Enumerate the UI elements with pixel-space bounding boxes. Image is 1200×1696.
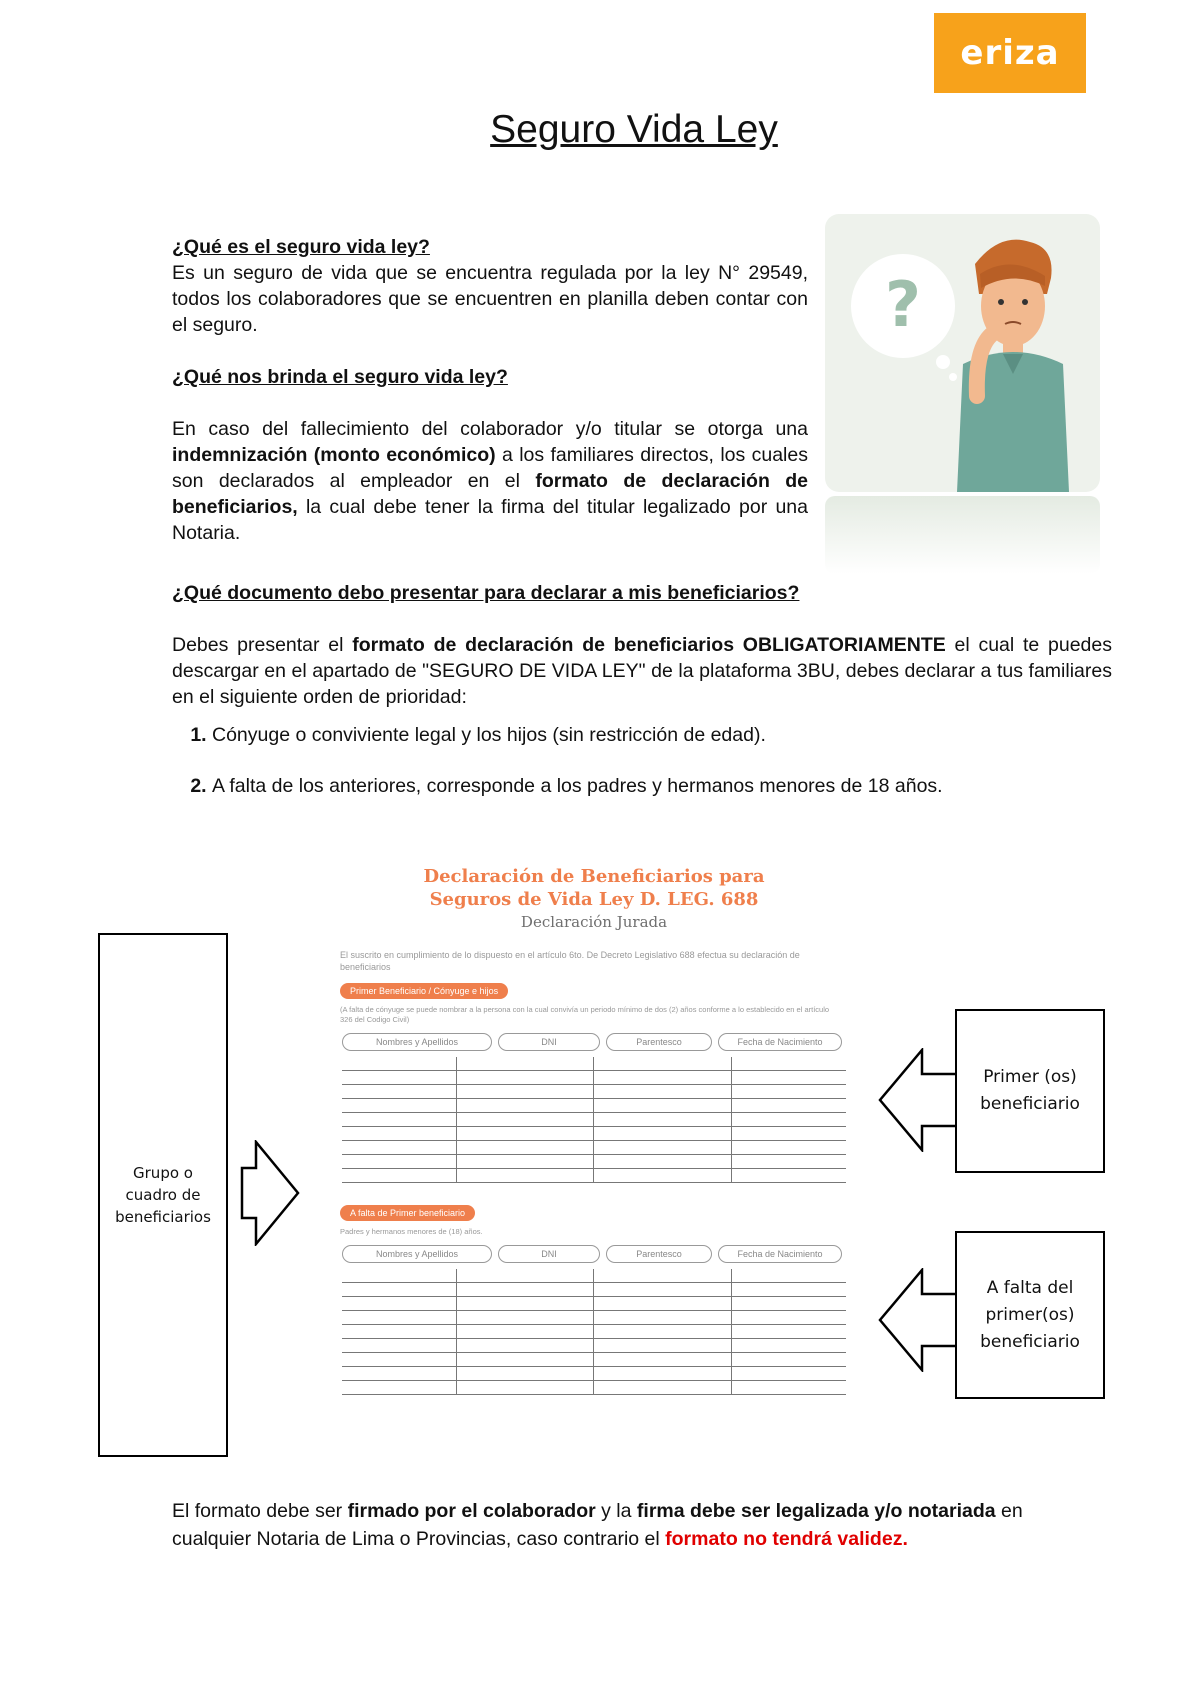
- priority-list: [172, 722, 1112, 799]
- form-note: (A falta de cónyuge se puede nombrar a la persona con la cual convivía un periodo mínimo de dos (2) años conforme a lo establecido en el artículo 326 del Codigo Civil): [340, 1005, 830, 1024]
- list-item: 1. Cónyuge o conviviente legal y los hijos (sin restricción de edad).: [212, 722, 1112, 748]
- left-arrow-icon: [878, 1048, 960, 1152]
- illustration-reflection: [825, 496, 1100, 574]
- section-what-is: [172, 234, 808, 338]
- footer-note: El formato debe ser firmado por el colaborador y la firma debe ser legalizada y/o notariada en cualquier Notaria de Lima o Provincias, caso contrario el formato no tendrá validez.: [172, 1500, 1023, 1550]
- section-heading: ¿Qué es el seguro vida ley?: [172, 236, 430, 258]
- beneficiary-form-preview: [336, 865, 852, 1453]
- annotation-box-second: A falta del primer(os) beneficiario: [955, 1231, 1105, 1399]
- section-heading: ¿Qué nos brinda el seguro vida ley?: [172, 366, 508, 388]
- section-heading: ¿Qué documento debo presentar para declarar a mis beneficiarios?: [172, 582, 800, 604]
- beneficiary-table-second: [342, 1269, 846, 1395]
- page-title: Seguro Vida Ley: [490, 108, 778, 151]
- beneficiary-table-first: [342, 1057, 846, 1183]
- table-header: Nombres y Apellidos DNI Parentesco Fecha de Nacimiento: [336, 1033, 852, 1051]
- question-mark-icon: ?: [885, 268, 921, 341]
- form-note: Padres y hermanos menores de (18) años.: [340, 1227, 483, 1236]
- form-intro: El suscrito en cumplimiento de lo dispuesto en el artículo 6to. De Decreto Legislativo 688 efectua su declaración de beneficiarios: [340, 950, 800, 972]
- logo-text: eriza: [960, 33, 1060, 73]
- thinking-man-illustration: [825, 214, 1100, 492]
- table-header: Nombres y Apellidos DNI Parentesco Fecha de Nacimiento: [336, 1245, 852, 1263]
- section-text: Es un seguro de vida que se encuentra regulada por la ley N° 29549, todos los colaboradores que se encuentren en planilla deben contar con el seguro.: [172, 262, 808, 336]
- form-subtitle: Declaración Jurada: [520, 913, 668, 931]
- section-benefits: [172, 364, 808, 546]
- section-document: [172, 580, 1112, 824]
- annotation-box-first: Primer (os) beneficiario: [955, 1009, 1105, 1173]
- section-text: Debes presentar el formato de declaración de beneficiarios OBLIGATORIAMENTE el cual te puedes descargar en el apartado de "SEGURO DE VIDA LEY" de la plataforma 3BU, debes declarar a tus familiares en el siguiente orden de prioridad:: [172, 634, 1112, 708]
- form-title: Declaración de Beneficiarios para Seguros de Vida Ley D. LEG. 688: [423, 866, 765, 910]
- left-arrow-icon: [878, 1268, 960, 1372]
- annotation-box-left: Grupo o cuadro de beneficiarios: [98, 933, 228, 1457]
- section-pill-second: A falta de Primer beneficiario: [340, 1205, 475, 1221]
- section-pill-first: Primer Beneficiario / Cónyuge e hijos: [340, 983, 508, 999]
- list-item: 2. A falta de los anteriores, corresponde a los padres y hermanos menores de 18 años.: [212, 773, 1112, 799]
- right-arrow-icon: [240, 1140, 300, 1246]
- section-text: En caso del fallecimiento del colaborador y/o titular se otorga una indemnización (monto económico) a los familiares directos, los cuales son declarados al empleador en el formato de declaración de beneficiarios, la cual debe tener la firma del titular legalizado por una Notaria.: [172, 418, 809, 544]
- company-logo: [934, 13, 1086, 93]
